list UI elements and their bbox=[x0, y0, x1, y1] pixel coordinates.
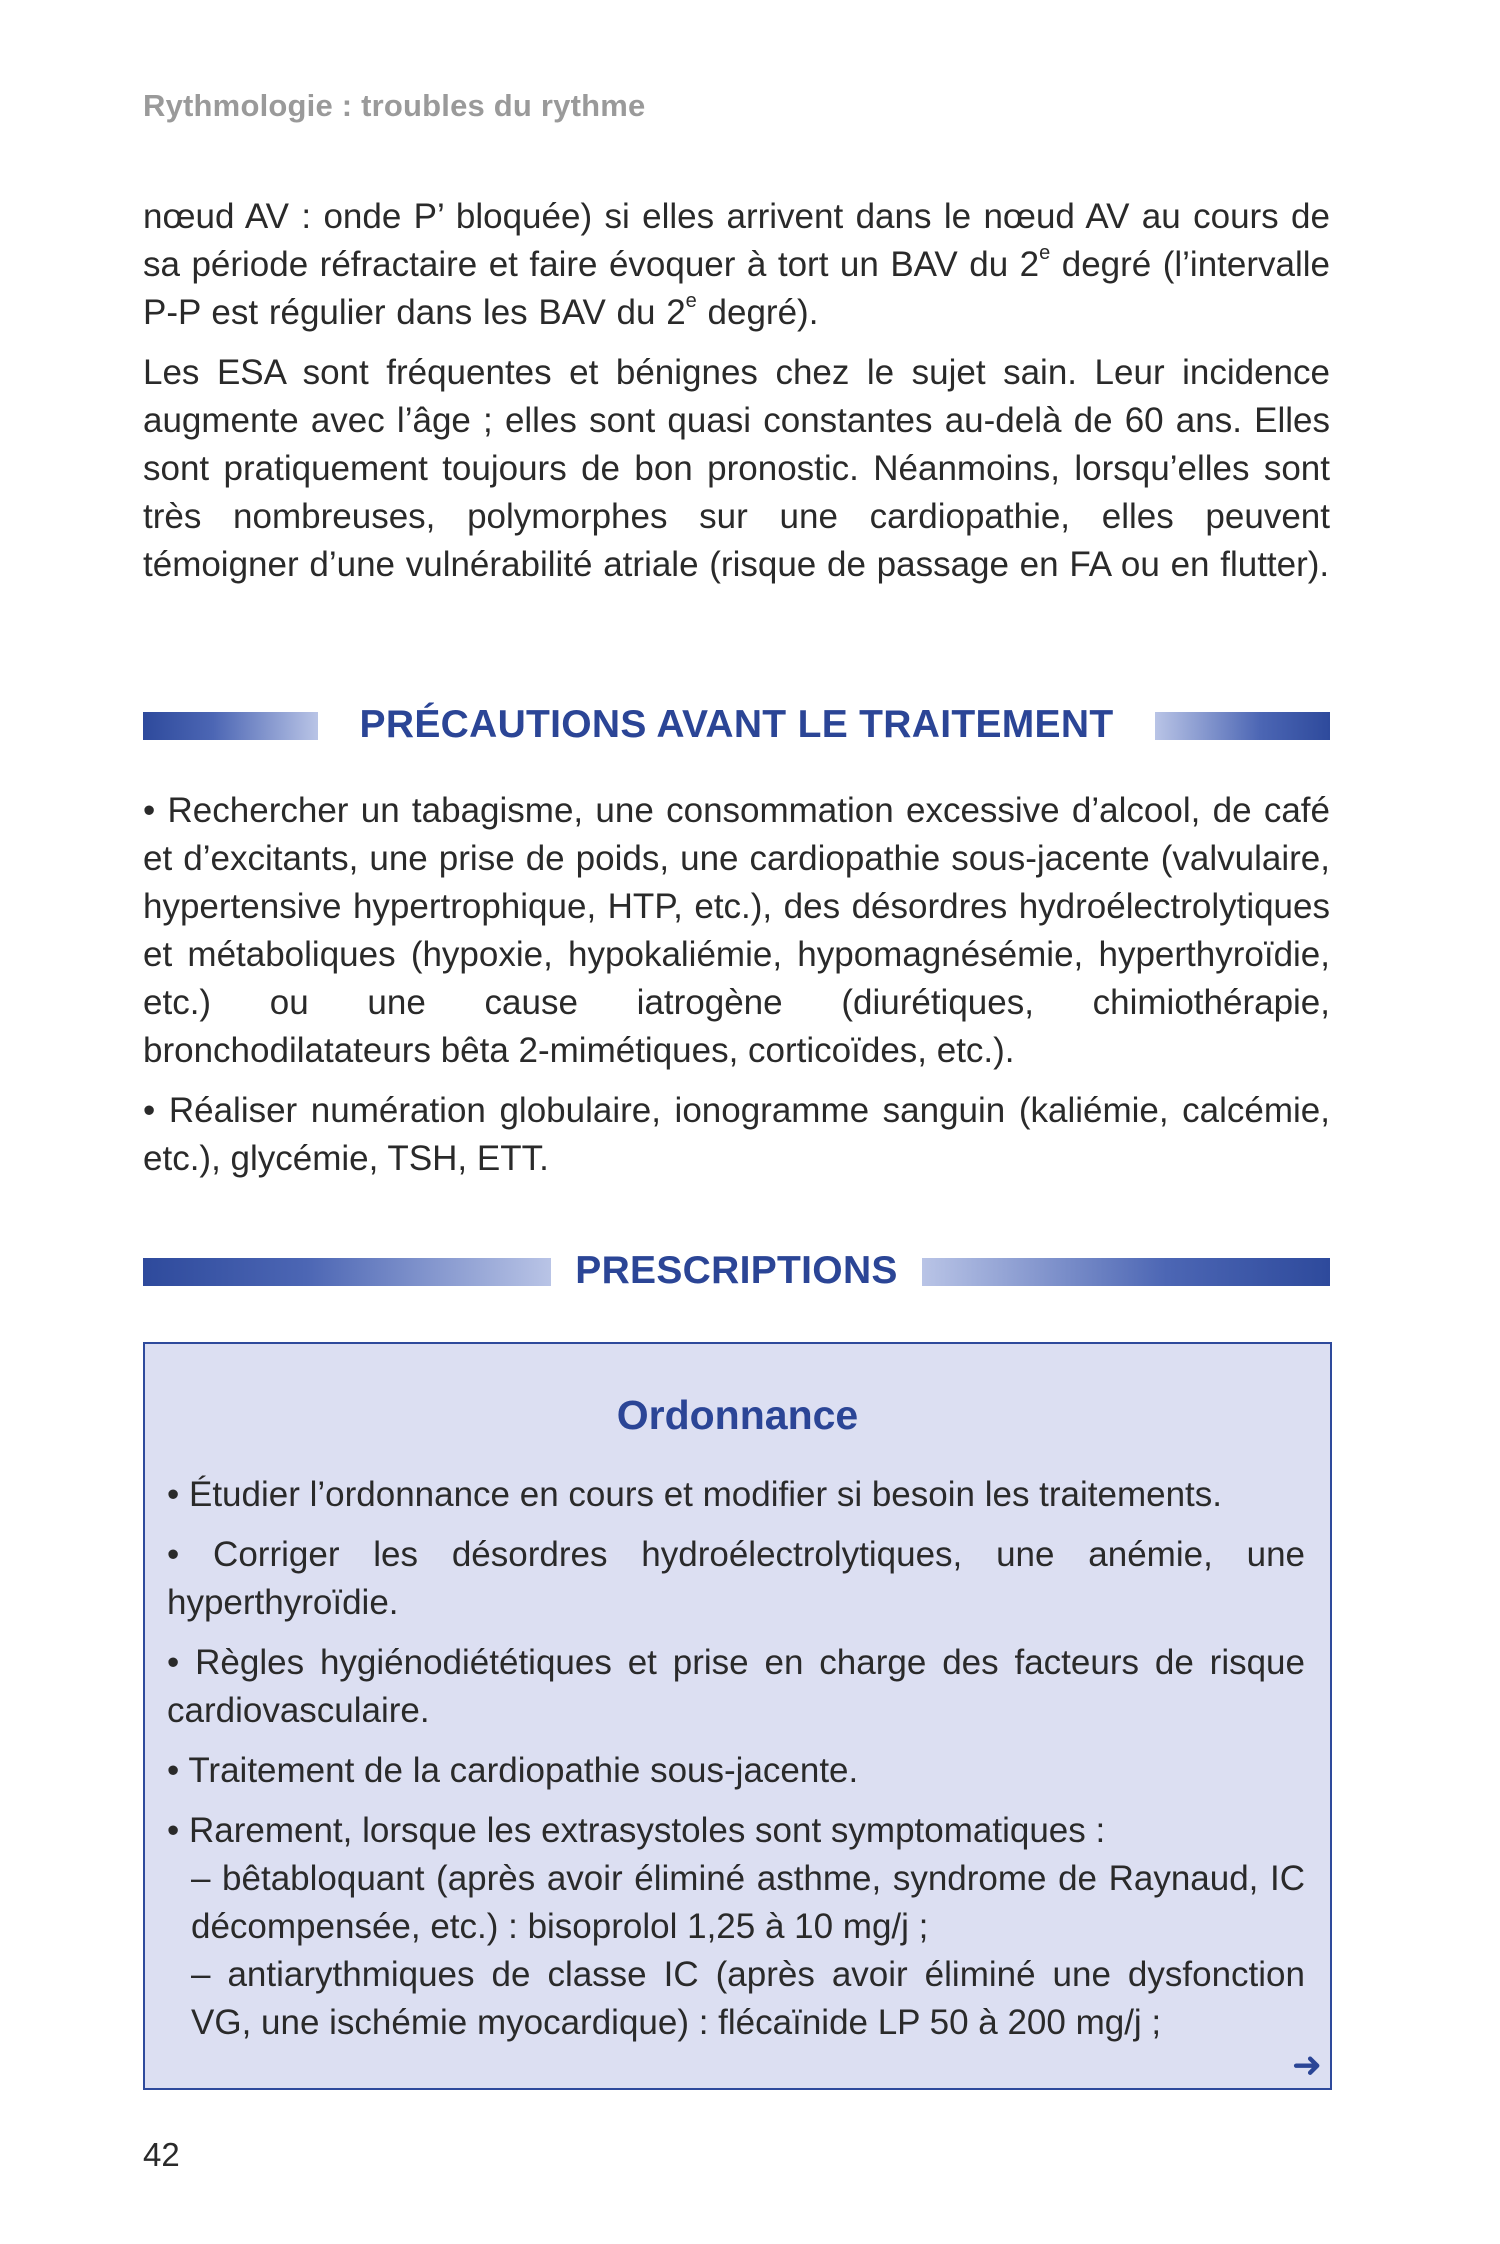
page-number: 42 bbox=[143, 2136, 180, 2173]
heading-bar-right bbox=[922, 1258, 1330, 1286]
ordonnance-item: • Règles hygiénodiététiques et prise en charge des facteurs de risque cardiovasculaire. bbox=[167, 1643, 1305, 1730]
superscript-e: e bbox=[1039, 242, 1051, 265]
section-heading-precautions bbox=[143, 700, 1330, 746]
heading-bar-right bbox=[1155, 712, 1330, 740]
ordonnance-item: • Étudier l’ordonnance en cours et modifier si besoin les traitements. bbox=[167, 1475, 1223, 1514]
continue-arrow-icon: ➜ bbox=[1291, 2044, 1322, 2085]
precaution-item: • Rechercher un tabagisme, une consommation excessive d’alcool, de café et d’excitants, une prise de poids, une cardiopathie sous-jacente (valvulaire, hypertensive hypertrophique, HTP, etc.), des désordres hydroélectrolytiques et métaboliques (hypoxie, hypokaliémie, hypomagnésémie, hyperthyroïdie, etc.) ou une cause iatrogène (diurétiques, chimiothérapie, bronchodilatateurs bêta 2-mimétiques, corticoïdes, etc.). bbox=[143, 791, 1330, 1070]
section-heading-prescriptions bbox=[143, 1246, 1330, 1292]
ordonnance-sub-item: – bêtabloquant (après avoir éliminé asthme, syndrome de Raynaud, IC décompensée, etc.) : bisoprolol 1,25 à 10 mg/j ; bbox=[191, 1859, 1305, 1946]
intro-paragraph-2: Les ESA sont fréquentes et bénignes chez le sujet sain. Leur incidence augmente avec l’âge ; elles sont quasi constantes au-delà de 60 ans. Elles sont pratiquement toujours de bon pronostic. Néanmoins, lorsqu’elles sont très nombreuses, polymorphes sur une cardiopathie, elles peuvent témoigner d’une vulnérabilité atriale (risque de passage en FA ou en flutter). bbox=[143, 353, 1330, 584]
precaution-item: • Réaliser numération globulaire, ionogramme sanguin (kaliémie, calcémie, etc.), glycémie, TSH, ETT. bbox=[143, 1091, 1330, 1178]
ordonnance-item: • Corriger les désordres hydroélectrolytiques, une anémie, une hyperthyroïdie. bbox=[167, 1535, 1305, 1622]
ordonnance-item-treatments bbox=[167, 1807, 1305, 2047]
intro-p1-part-c: degré). bbox=[696, 293, 819, 332]
intro-paragraph-1 bbox=[143, 193, 1330, 337]
intro-text bbox=[143, 193, 1330, 589]
precautions-list bbox=[143, 787, 1330, 1195]
ordonnance-item: • Traitement de la cardiopathie sous-jacente. bbox=[167, 1751, 859, 1790]
intro-p1-part-b: degré (l’intervalle P-P est régulier dans les BAV du 2 bbox=[143, 245, 1331, 332]
ordonnance-sub-item: – antiarythmiques de classe IC (après avoir éliminé une dysfonction VG, une ischémie myocardique) : flécaïnide LP 50 à 200 mg/j ; bbox=[191, 1955, 1305, 2042]
ordonnance-list bbox=[167, 1471, 1305, 2059]
intro-p1-part-a: nœud AV : onde P’ bloquée) si elles arrivent dans le nœud AV au cours de sa période réfractaire et faire évoquer à tort un BAV du 2 bbox=[143, 197, 1330, 284]
running-header: Rythmologie : troubles du rythme bbox=[143, 88, 646, 123]
ordonnance-box bbox=[143, 1342, 1332, 2090]
section-title-precautions: PRÉCAUTIONS AVANT LE TRAITEMENT bbox=[359, 703, 1114, 746]
section-title-prescriptions: PRESCRIPTIONS bbox=[575, 1249, 898, 1292]
ordonnance-item-intro: • Rarement, lorsque les extrasystoles sont symptomatiques : bbox=[167, 1811, 1106, 1850]
superscript-e: e bbox=[685, 290, 697, 313]
ordonnance-title: Ordonnance bbox=[616, 1392, 859, 1438]
